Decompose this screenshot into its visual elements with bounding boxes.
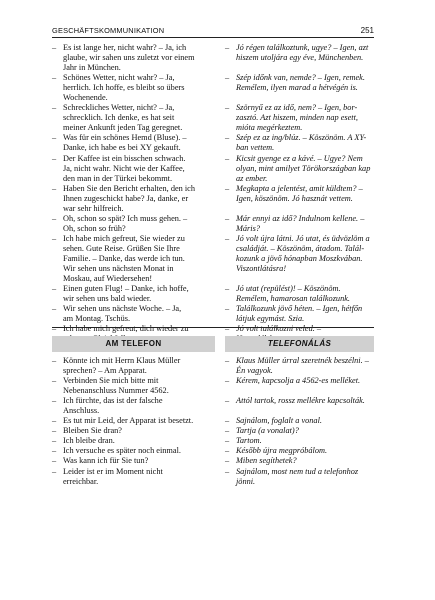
entry-line: Jahr in München.: [63, 63, 121, 73]
entry-line: Máris?: [236, 223, 260, 233]
entry-dash: –: [52, 426, 57, 436]
dialogue-entry: [52, 73, 215, 103]
dialogue-entry: [225, 376, 375, 396]
section-divider-rule: [52, 327, 374, 328]
entry-dash: –: [225, 466, 230, 476]
entry-line: wir sehen uns bald wieder.: [63, 294, 152, 304]
entry-line: Megkapta a jelentést, amit küldtem? –: [236, 183, 363, 193]
entry-line: Ich habe mich gefreut, dich wieder zu: [63, 324, 189, 334]
entry-dash: –: [225, 73, 230, 83]
entry-dash: –: [52, 304, 57, 314]
entry-line: hiszem utoljára egy éve, Münchenben.: [236, 53, 364, 63]
entry-line: Később újra megpróbálom.: [236, 446, 328, 456]
entry-dash: –: [225, 376, 230, 386]
entry-line: Tartom.: [236, 436, 262, 446]
dialogue-entry: [52, 376, 215, 396]
dialogue-entry: [225, 436, 375, 446]
dialogue-entry: [225, 467, 375, 487]
entry-line: Szép időnk van, nemde? – Igen, remek.: [236, 73, 365, 83]
entry-line: Ich bleibe dran.: [63, 436, 115, 446]
entry-line: Ich versuche es später noch einmal.: [63, 446, 181, 456]
entry-line: Remélem, hamarosan találkozunk.: [236, 294, 350, 304]
dialogue-entry: [225, 103, 375, 133]
entry-line: Jó régen találkoztunk, ugye? – Igen, azt: [236, 43, 369, 52]
entry-line: Einen guten Flug! – Danke, ich hoffe,: [63, 284, 189, 294]
entry-dash: –: [52, 416, 57, 426]
entry-dash: –: [225, 153, 230, 163]
entry-line: Anschluss.: [63, 406, 100, 416]
entry-line: ban vettem.: [236, 143, 275, 153]
entry-line: Sajnálom, most nem tud a telefonhoz: [236, 466, 359, 476]
german-phone-column: [52, 356, 215, 487]
entry-line: sprechen? – Am Apparat.: [63, 366, 147, 376]
dialogue-entry: [225, 356, 375, 376]
dialogue-entry: [225, 184, 375, 214]
entry-line: Ich fürchte, das ist der falsche: [63, 396, 163, 406]
entry-line: Wir sehen uns nächsten Monat in: [63, 264, 174, 274]
dialogue-entry: [52, 356, 215, 376]
entry-dash: –: [52, 456, 57, 466]
entry-dash: –: [52, 133, 57, 143]
dialogue-entry: [225, 426, 375, 436]
dialogue-entry: [52, 103, 215, 133]
entry-line: Sajnálom, foglalt a vonal.: [236, 416, 322, 426]
dialogue-entry: [225, 284, 375, 304]
entry-dash: –: [225, 436, 230, 446]
hungarian-column: [225, 43, 375, 344]
entry-line: Jó volt találkozni veled. –: [236, 324, 322, 334]
telephone-section-heading: [52, 336, 374, 352]
entry-line: Viszontlátásra!: [236, 264, 287, 274]
german-column: [52, 43, 215, 344]
dialogue-entry: [225, 214, 375, 234]
entry-line: Es ist lange her, nicht wahr? – Ja, ich: [63, 43, 187, 52]
dialogue-entry: [52, 133, 215, 153]
entry-dash: –: [225, 324, 230, 334]
entry-dash: –: [225, 284, 230, 294]
entry-line: Remélem, ilyen marad a hétvégén is.: [236, 83, 358, 93]
entry-line: kozunk a jövő hónapban Moszkvában.: [236, 253, 363, 263]
entry-line: Már ennyi az idő? Indulnom kellene. –: [236, 213, 365, 223]
entry-line: Könnte ich mit Herrn Klaus Müller: [63, 356, 181, 365]
dialogue-entry: [52, 396, 215, 416]
entry-line: den man in der Türkei bekommt.: [63, 173, 173, 183]
entry-dash: –: [225, 356, 230, 365]
entry-line: Danke, ich habe es bei XY gekauft.: [63, 143, 181, 153]
entry-line: am Montag. Tschüs.: [63, 314, 131, 324]
entry-dash: –: [52, 284, 57, 294]
header-rule: [52, 37, 374, 38]
entry-dash: –: [225, 233, 230, 243]
dialogue-entry: [52, 154, 215, 184]
entry-dash: –: [52, 396, 57, 406]
entry-line: herrlich. Ich hoffe, es bleibt so übers: [63, 83, 185, 93]
entry-line: Schreckliches Wetter, nicht? – Ja,: [63, 103, 175, 113]
entry-line: Wochenende.: [63, 93, 108, 103]
entry-dash: –: [225, 133, 230, 143]
entry-line: családját. – Köszönöm, átadom. Talál-: [236, 243, 365, 253]
dialogue-entry: [225, 304, 375, 324]
entry-line: látjuk egymást. Szia.: [236, 314, 305, 324]
entry-line: Haben Sie den Bericht erhalten, den ich: [63, 183, 196, 193]
entry-dash: –: [52, 436, 57, 446]
entry-line: Leider ist er im Moment nicht: [63, 466, 163, 476]
page-number: 251: [360, 26, 374, 35]
entry-line: Kicsit gyenge ez a kávé. – Ugye? Nem: [236, 153, 363, 163]
entry-line: Schönes Wetter, nicht wahr? – Ja,: [63, 73, 175, 83]
entry-dash: –: [225, 304, 230, 314]
entry-line: Verbinden Sie mich bitte mit: [63, 376, 159, 386]
heading-am-telefon: AM TELEFON: [52, 336, 215, 352]
entry-line: Nebenanschluss Nummer 4562.: [63, 386, 169, 396]
entry-line: sehen. Gute Reise. Grüßen Sie Ihre: [63, 243, 180, 253]
dialogue-entry: [52, 214, 215, 234]
entry-line: Was für ein schönes Hemd (Bluse). –: [63, 133, 187, 143]
entry-line: az ember.: [236, 173, 268, 183]
entry-line: Der Kaffee ist ein bisschen schwach.: [63, 153, 186, 163]
entry-line: olyan, mint amilyet Törökországban kap: [236, 163, 371, 173]
entry-dash: –: [52, 376, 57, 386]
hungarian-phone-column: [225, 356, 375, 487]
entry-line: Bleiben Sie dran?: [63, 426, 122, 436]
entry-dash: –: [225, 416, 230, 426]
entry-line: meiner Ankunft jeden Tag geregnet.: [63, 123, 183, 133]
entry-line: war sehr hilfreich.: [63, 203, 124, 213]
entry-dash: –: [52, 73, 57, 83]
entry-line: Igen, köszönöm. Jó hasznát vettem.: [236, 193, 353, 203]
entry-line: Moskau, auf Wiedersehen!: [63, 274, 153, 284]
dialogue-entry: [52, 234, 215, 284]
dialogue-entry: [225, 154, 375, 184]
entry-dash: –: [52, 43, 57, 52]
entry-dash: –: [52, 153, 57, 163]
entry-dash: –: [225, 426, 230, 436]
entry-dash: –: [52, 446, 57, 456]
entry-dash: –: [52, 324, 57, 334]
header-title: GESCHÄFTSKOMMUNIKATION: [52, 26, 165, 35]
entry-line: Szörnyű ez az idő, nem? – Igen, bor-: [236, 103, 358, 113]
dialogue-entry: [52, 43, 215, 73]
dialogue-entry: [225, 446, 375, 456]
entry-line: jönni.: [236, 476, 256, 486]
entry-line: Kérem, kapcsolja a 4562-es melléket.: [236, 376, 361, 386]
entry-line: erreichbar.: [63, 476, 99, 486]
dialogue-entry: [225, 456, 375, 466]
entry-line: Was kann ich für Sie tun?: [63, 456, 149, 466]
entry-line: Familie. – Danke, das werde ich tun.: [63, 253, 185, 263]
entry-line: Klaus Müller úrral szeretnék beszélni. –: [236, 356, 369, 365]
dialogue-entry: [225, 133, 375, 153]
entry-dash: –: [52, 233, 57, 243]
dialogue-entry: [225, 396, 375, 416]
entry-dash: –: [225, 446, 230, 456]
entry-line: Oh, schon so früh?: [63, 223, 126, 233]
dialogue-entry: [52, 436, 215, 446]
entry-dash: –: [225, 396, 230, 406]
entry-line: Wir sehen uns nächste Woche. – Ja,: [63, 304, 182, 314]
entry-dash: –: [52, 213, 57, 223]
dialogue-entry: [225, 73, 375, 103]
entry-dash: –: [225, 456, 230, 466]
entry-line: Es tut mir Leid, der Apparat ist besetzt.: [63, 416, 194, 426]
dialogue-entry: [52, 467, 215, 487]
entry-line: Attól tartok, rossz mellékre kapcsolták.: [236, 396, 365, 406]
entry-line: Miben segíthetek?: [236, 456, 297, 466]
entry-dash: –: [225, 183, 230, 193]
entry-line: Jó utat (repülést)! – Köszönöm.: [236, 284, 341, 294]
dialogue-entry: [52, 426, 215, 436]
entry-dash: –: [52, 183, 57, 193]
dialogue-entry: [52, 456, 215, 466]
heading-telefonalas: TELEFONÁLÁS: [225, 336, 374, 352]
entry-line: Tartja (a vonalat)?: [236, 426, 299, 436]
entry-line: Oh, schon so spät? Ich muss gehen. –: [63, 213, 188, 223]
dialogue-entry: [225, 416, 375, 426]
entry-dash: –: [225, 43, 230, 52]
entry-dash: –: [52, 356, 57, 365]
dialogue-entry: [52, 304, 215, 324]
entry-line: zasztó. Azt hiszem, minden nap esett,: [236, 113, 358, 123]
entry-line: mióta megérkeztem.: [236, 123, 303, 133]
entry-line: Ich habe mich gefreut, Sie wieder zu: [63, 233, 185, 243]
entry-line: Találkozunk jövő héten. – Igen, hétfőn: [236, 304, 363, 314]
entry-line: Én vagyok.: [236, 366, 273, 376]
dialogue-entry: [225, 43, 375, 73]
dialogue-entry: [225, 234, 375, 284]
entry-line: schrecklich. Ich denke, es hat seit: [63, 113, 175, 123]
dialogue-entry: [52, 284, 215, 304]
dialogue-entry: [52, 184, 215, 214]
dialogue-entry: [52, 446, 215, 456]
entry-dash: –: [52, 103, 57, 113]
entry-line: glaube, wir sahen uns zuletzt vor einem: [63, 53, 195, 63]
entry-dash: –: [225, 213, 230, 223]
dialogue-entry: [52, 416, 215, 426]
entry-line: Szép ez az ing/blúz. – Köszönöm. A XY-: [236, 133, 367, 143]
entry-line: Ja, nicht wahr. Nicht wie der Kaffee,: [63, 163, 185, 173]
entry-dash: –: [225, 103, 230, 113]
entry-line: Jó volt újra látni. Jó utat, és üdvözlöm a: [236, 233, 370, 243]
entry-dash: –: [52, 466, 57, 476]
entry-line: Ihnen zugeschickt habe? Ja, danke, er: [63, 193, 189, 203]
